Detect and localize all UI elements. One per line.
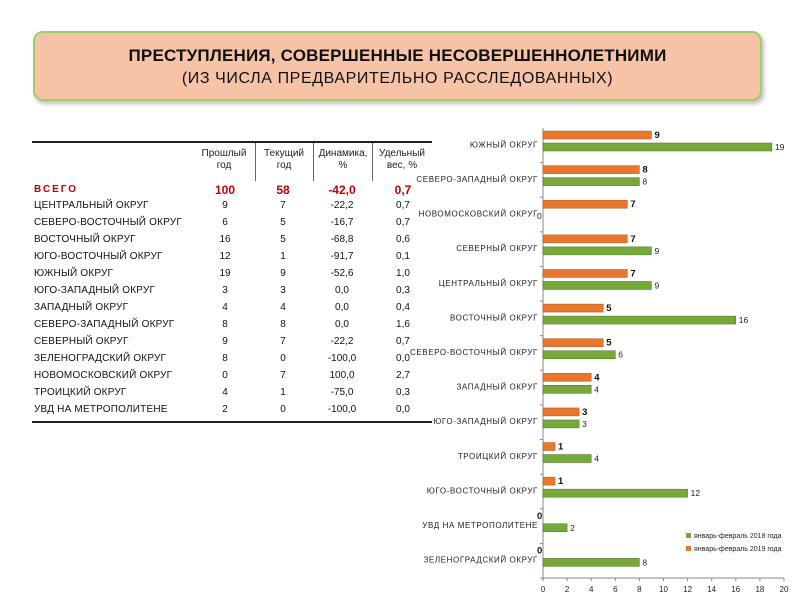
row-cur: 1 <box>280 251 286 262</box>
x-tick-label: 6 <box>613 585 618 594</box>
x-tick-label: 14 <box>707 585 717 594</box>
row-dyn: 0,0 <box>335 285 349 296</box>
row-prev: 16 <box>219 234 231 245</box>
x-tick-label: 4 <box>588 585 594 594</box>
data-label-2018: 9 <box>654 280 660 291</box>
data-label-2018: 6 <box>618 349 624 360</box>
row-dyn: -22,2 <box>330 200 354 211</box>
category-label: ЮГО-ЗАПАДНЫЙ ОКРУГ <box>433 417 538 427</box>
header-share: Удельный вес, % <box>379 148 425 171</box>
legend-swatch <box>686 533 691 538</box>
row-dyn: -16,7 <box>330 217 354 228</box>
bar-2019 <box>543 408 579 416</box>
row-share: 0,0 <box>396 404 410 415</box>
row-share: 0,3 <box>396 285 410 296</box>
category-label: ЗЕЛЕНОГРАДСКИЙ ОКРУГ <box>423 555 538 565</box>
row-dyn: -100,0 <box>327 404 357 415</box>
row-cur: 7 <box>280 336 286 347</box>
row-name: ВОСТОЧНЫЙ ОКРУГ <box>34 234 136 245</box>
row-name: НОВОМОСКОВСКИЙ ОКРУГ <box>34 370 173 381</box>
legend-label: январь-февраль 2019 года <box>694 546 782 553</box>
row-dyn: 0,0 <box>335 302 349 313</box>
legend-swatch <box>686 546 691 551</box>
bar-2019 <box>543 339 603 347</box>
data-label-2018: 4 <box>594 453 599 464</box>
row-cur: 9 <box>280 268 286 279</box>
data-label-2018: 2 <box>570 522 575 533</box>
bar-2019 <box>543 373 591 381</box>
legend-label: январь-февраль 2018 года <box>694 533 782 540</box>
row-prev: 2 <box>222 404 228 415</box>
data-label-2019: 3 <box>582 406 588 418</box>
category-label: СЕВЕРО-ЗАПАДНЫЙ ОКРУГ <box>416 174 538 184</box>
bar-2018 <box>543 385 591 393</box>
row-name: ЮЖНЫЙ ОКРУГ <box>34 268 114 279</box>
data-label-2019: 1 <box>558 476 564 488</box>
row-prev: 4 <box>222 302 228 313</box>
row-cur: 0 <box>280 404 286 415</box>
x-tick-label: 12 <box>683 585 693 594</box>
data-label-2019: 7 <box>630 199 636 211</box>
data-label-2018: 19 <box>774 142 785 152</box>
data-label-2019: 5 <box>606 303 612 315</box>
bar-2018 <box>543 351 615 359</box>
x-tick-label: 10 <box>659 585 668 594</box>
row-cur: 3 <box>280 285 286 296</box>
category-label: ЗАПАДНЫЙ ОКРУГ <box>456 382 538 392</box>
row-share: 0,4 <box>396 302 410 313</box>
category-label: ВОСТОЧНЫЙ ОКРУГ <box>450 313 538 323</box>
data-label-2019: 4 <box>594 372 600 384</box>
x-tick-label: 0 <box>540 585 546 594</box>
category-label: НОВОМОСКОВСКИЙ ОКРУГ <box>418 209 538 219</box>
row-cur: 8 <box>280 319 286 330</box>
row-name: ТРОИЦКИЙ ОКРУГ <box>34 387 127 398</box>
bar-2018 <box>543 281 651 289</box>
bar-2019 <box>543 235 627 243</box>
row-share: 0,1 <box>396 251 410 262</box>
data-label-2018: 9 <box>654 245 660 256</box>
row-name: ЗЕЛЕНОГРАДСКИЙ ОКРУГ <box>34 353 167 364</box>
bar-2018 <box>543 420 579 428</box>
row-dyn: 0,0 <box>335 319 349 330</box>
header-dynamics: Динамика, % <box>318 148 368 171</box>
data-label-2018: 8 <box>642 557 648 568</box>
category-label: СЕВЕРО-ВОСТОЧНЫЙ ОКРУГ <box>409 348 538 357</box>
row-dyn: -68,8 <box>330 234 354 245</box>
row-share: 1,0 <box>396 268 410 279</box>
header-current-year: Текущий год <box>264 148 304 171</box>
data-label-2019: 8 <box>642 164 648 176</box>
bar-2019 <box>543 443 555 451</box>
x-tick-label: 20 <box>779 585 789 594</box>
category-label: ЮГО-ВОСТОЧНЫЙ ОКРУГ <box>426 486 538 496</box>
row-dyn: 100,0 <box>329 370 355 381</box>
row-dyn: -91,7 <box>330 251 354 262</box>
x-tick-label: 18 <box>755 585 765 594</box>
row-name: СЕВЕРО-ЗАПАДНЫЙ ОКРУГ <box>34 319 175 330</box>
bar-2018 <box>543 524 567 532</box>
data-label-2018: 3 <box>582 418 587 429</box>
row-dyn: -42,0 <box>328 183 356 197</box>
row-cur: 5 <box>280 217 286 228</box>
data-label-2019: 7 <box>630 268 636 280</box>
data-label-2019: 0 <box>537 545 543 557</box>
row-dyn: -100,0 <box>327 353 357 364</box>
row-name: ЦЕНТРАЛЬНЫЙ ОКРУГ <box>34 200 149 211</box>
category-label: ТРОИЦКИЙ ОКРУГ <box>457 451 538 461</box>
data-label-2019: 7 <box>630 233 636 245</box>
row-cur: 7 <box>280 200 286 211</box>
page-subtitle: (ИЗ ЧИСЛА ПРЕДВАРИТЕЛЬНО РАССЛЕДОВАННЫХ) <box>181 70 614 87</box>
data-label-2019: 5 <box>606 337 612 349</box>
x-tick-label: 8 <box>637 585 642 594</box>
row-share: 0,7 <box>394 183 412 197</box>
data-label-2018: 16 <box>738 315 749 326</box>
bar-2018 <box>543 455 591 463</box>
row-name: ЮГО-ЗАПАДНЫЙ ОКРУГ <box>34 285 156 296</box>
row-name: УВД НА МЕТРОПОЛИТЕНЕ <box>34 404 168 415</box>
data-label-2018: 0 <box>537 211 542 222</box>
row-prev: 19 <box>219 268 231 279</box>
data-label-2019: 1 <box>558 441 564 453</box>
row-share: 0,6 <box>396 234 410 245</box>
bar-2019 <box>543 269 627 277</box>
x-tick-label: 16 <box>731 585 741 594</box>
row-share: 0,7 <box>396 217 410 228</box>
category-label: УВД НА МЕТРОПОЛИТЕНЕ <box>422 521 538 531</box>
row-prev: 4 <box>222 387 228 398</box>
row-prev: 3 <box>222 285 228 296</box>
data-label-2019: 0 <box>537 510 543 522</box>
category-label: ЮЖНЫЙ ОКРУГ <box>469 140 538 150</box>
row-name: ЗАПАДНЫЙ ОКРУГ <box>34 302 129 313</box>
row-name: ВСЕГО <box>34 184 79 195</box>
row-cur: 0 <box>280 353 286 364</box>
bar-2018 <box>543 178 639 186</box>
data-label-2018: 4 <box>594 384 599 395</box>
row-cur: 4 <box>280 302 286 313</box>
data-label-2019: 9 <box>654 130 660 141</box>
category-label: СЕВЕРНЫЙ ОКРУГ <box>456 244 538 254</box>
row-share: 0,3 <box>396 387 410 398</box>
row-dyn: -75,0 <box>330 387 354 398</box>
row-dyn: -22,2 <box>330 336 354 347</box>
bar-2018 <box>543 316 736 324</box>
row-name: СЕВЕРНЫЙ ОКРУГ <box>34 336 129 347</box>
row-prev: 6 <box>222 217 228 228</box>
row-share: 1,6 <box>396 319 410 330</box>
bar-2019 <box>543 200 627 208</box>
bar-2019 <box>543 131 651 139</box>
row-share: 0,0 <box>396 353 410 364</box>
bar-2018 <box>543 143 772 151</box>
row-cur: 7 <box>280 370 286 381</box>
row-cur: 5 <box>280 234 286 245</box>
header-prev-year: Прошлый год <box>201 148 247 171</box>
row-prev: 8 <box>222 353 228 364</box>
row-prev: 100 <box>214 183 236 197</box>
bar-2018 <box>543 247 651 255</box>
bar-2019 <box>543 166 639 174</box>
row-share: 0,7 <box>396 200 410 211</box>
row-cur: 58 <box>276 183 290 197</box>
row-share: 0,7 <box>396 336 410 347</box>
page-title: ПРЕСТУПЛЕНИЯ, СОВЕРШЕННЫЕ НЕСОВЕРШЕННОЛЕТНИМИ <box>128 46 667 65</box>
row-name: ЮГО-ВОСТОЧНЫЙ ОКРУГ <box>34 251 163 262</box>
x-tick-label: 2 <box>564 585 570 594</box>
row-dyn: -52,6 <box>330 268 354 279</box>
bar-2019 <box>543 304 603 312</box>
row-share: 2,7 <box>396 370 410 381</box>
row-prev: 9 <box>222 200 228 211</box>
bar-2018 <box>543 489 688 497</box>
category-label: ЦЕНТРАЛЬНЫЙ ОКРУГ <box>438 278 538 288</box>
bar-2018 <box>543 558 639 566</box>
data-label-2018: 8 <box>642 176 648 187</box>
row-prev: 9 <box>222 336 228 347</box>
row-cur: 1 <box>280 387 286 398</box>
data-label-2018: 12 <box>690 488 701 499</box>
row-prev: 0 <box>222 370 228 381</box>
row-name: СЕВЕРО-ВОСТОЧНЫЙ ОКРУГ <box>34 217 182 228</box>
row-prev: 12 <box>219 251 231 262</box>
row-prev: 8 <box>222 319 228 330</box>
bar-2019 <box>543 477 555 485</box>
